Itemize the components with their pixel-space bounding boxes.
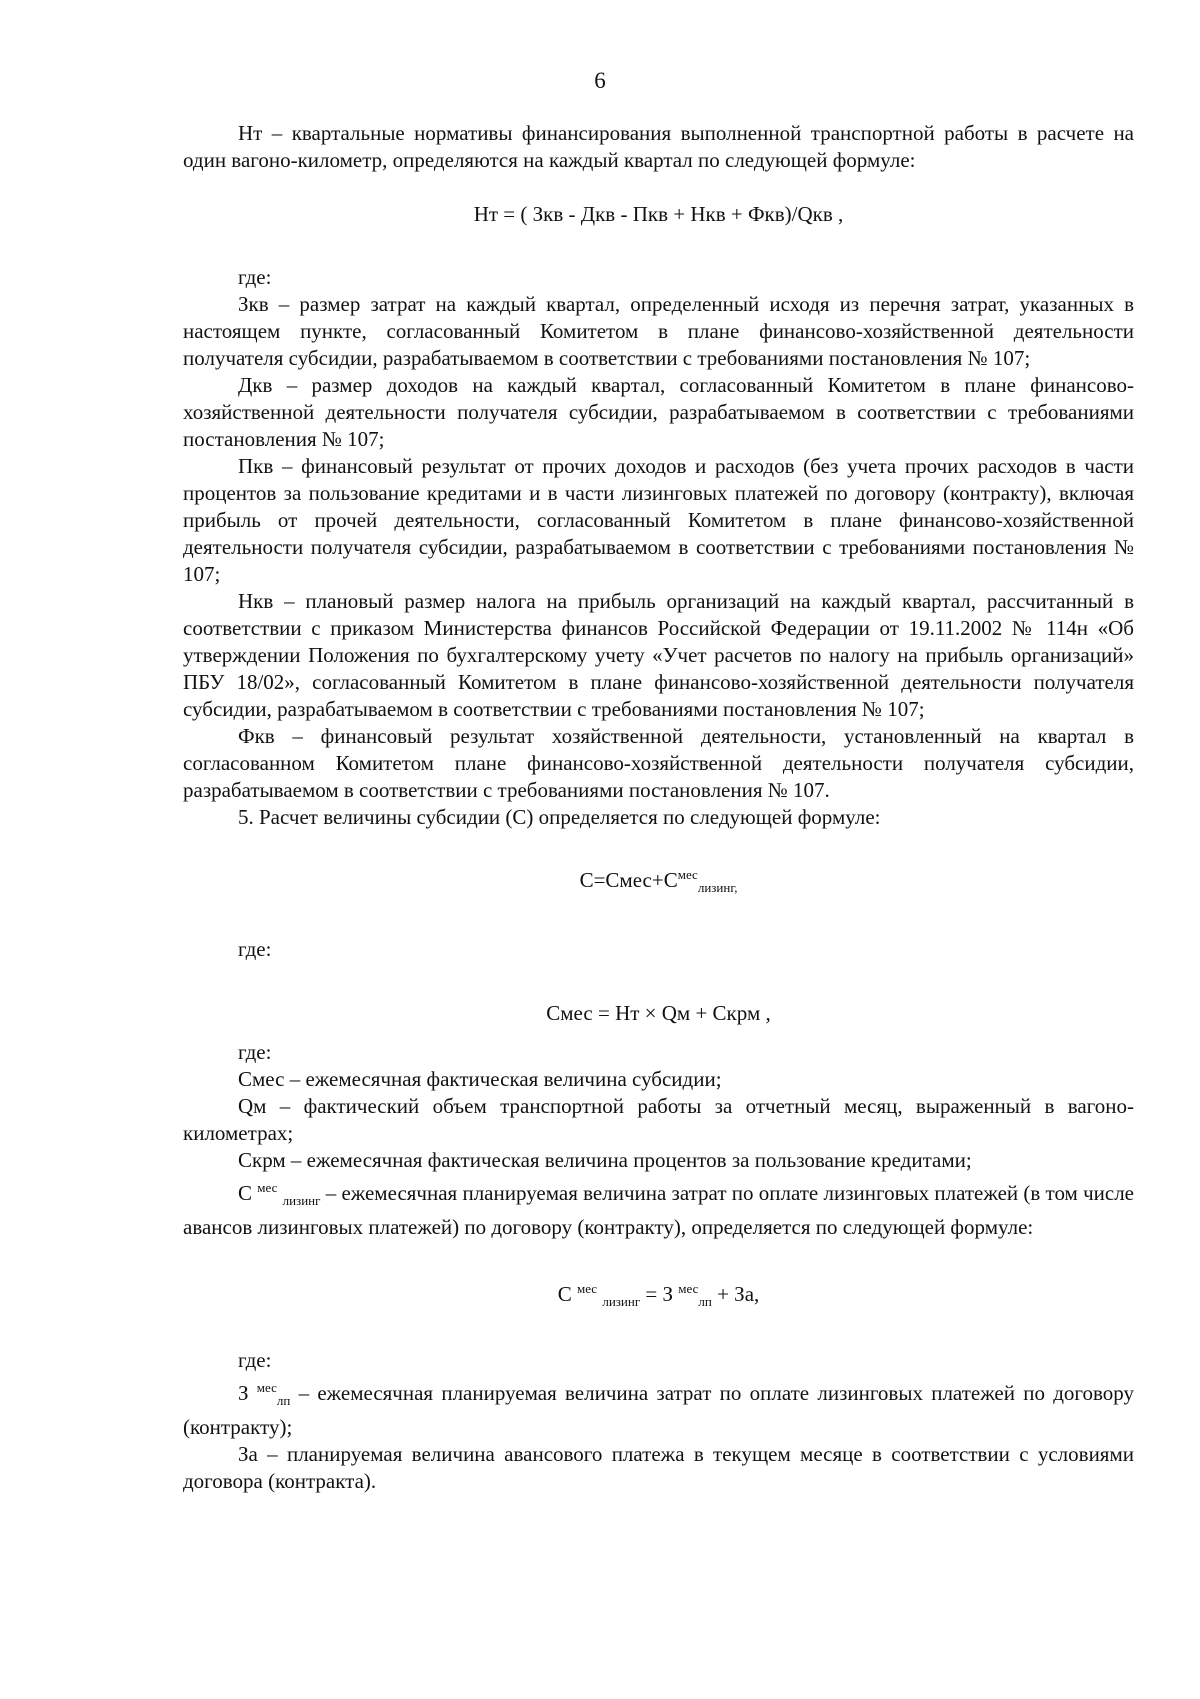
paragraph-nkv: Нкв – плановый размер налога на прибыль организаций на каждый квартал, рассчитанный в соответствии с приказом Министерства финансов Российской Федерации от 19.11.2002 № 114н «Об утверждении Положения по бухгалтерскому учету «Учет расчетов по налогу на прибыль организаций» ПБУ 18/02», согласованный Комитетом в плане финансово-хозяйственной деятельности получателя субсидии, разрабатываемом в соответствии с требованиями постановления № 107;	[183, 589, 1134, 721]
c-lizing-base: С	[238, 1181, 253, 1206]
formula-cl-z-sub: лп	[698, 1294, 712, 1310]
formula-cl-tail: + За,	[711, 1282, 760, 1307]
formula-c-base: С=Смес+С	[579, 868, 678, 892]
paragraph-za: За – планируемая величина авансового платежа в текущем месяце в соответствии с условиями договора (контракта).	[183, 1441, 1134, 1493]
formula-cl-z-sup: мес	[678, 1281, 699, 1297]
zlp-base: З	[238, 1380, 249, 1405]
zlp-text: – ежемесячная планируемая величина затрат по оплате лизинговых платежей по договору (контракту);	[183, 1380, 1134, 1439]
formula-cl-c: С	[557, 1282, 572, 1307]
c-lizing-sub: лизинг	[282, 1193, 321, 1209]
zlp-sub: лп	[276, 1392, 291, 1408]
paragraph-item-5: 5. Расчет величины субсидии (С) определяется по следующей формуле:	[238, 805, 881, 829]
paragraph-skrm: Скрм – ежемесячная фактическая величина процентов за пользование кредитами;	[238, 1148, 972, 1173]
formula-cl-c-sup: мес	[576, 1281, 598, 1297]
where-label: где:	[238, 265, 272, 289]
c-lizing-sup: мес	[257, 1180, 278, 1196]
paragraph-ht-definition: Нт – квартальные нормативы финансирования выполненной транспортной работы в расчете на один вагоно-километр, определяются на каждый квартал по следующей формуле:	[183, 121, 1134, 172]
paragraph-qm: Qм – фактический объем транспортной работы за отчетный месяц, выраженный в вагоно-километрах;	[183, 1094, 1134, 1146]
formula-c-sub: лизинг,	[697, 880, 738, 896]
zlp-sup: мес	[256, 1379, 277, 1395]
paragraph-smes: Смес – ежемесячная фактическая величина субсидии;	[238, 1067, 722, 1092]
formula-c	[183, 861, 1134, 902]
formula-cl-eq: = З	[640, 1282, 674, 1307]
where-label: где:	[238, 937, 272, 962]
formula-smes: Смес = Нт × Qм + Скрм ,	[546, 1001, 771, 1026]
paragraph-pkv: Пкв – финансовый результат от прочих доходов и расходов (без учета прочих расходов в части процентов за пользование кредитами и в части лизинговых платежей по договору (контракту), включая прибыль от прочей деятельности, согласованный Комитетом в плане финансово-хозяйственной деятельности получателя субсидии, разрабатываемом в соответствии с требованиями постановления № 107;	[183, 454, 1134, 586]
paragraph-zlp	[183, 1374, 1134, 1441]
where-label: где:	[238, 1040, 272, 1065]
paragraph-c-lizing	[183, 1174, 1134, 1241]
formula-c-lizing	[183, 1275, 1134, 1316]
page-number: 6	[594, 68, 606, 93]
c-lizing-text: – ежемесячная планируемая величина затрат по оплате лизинговых платежей (в том числе авансов лизинговых платежей) по договору (контракту), определяется по следующей формуле:	[183, 1181, 1135, 1240]
paragraph-fkv: Фкв – финансовый результат хозяйственной деятельности, установленный на квартал в согласованном Комитетом плане финансово-хозяйственной деятельности получателя субсидии, разрабатываемом в соответствии с требованиями постановления № 107.	[183, 724, 1134, 802]
paragraph-dkv: Дкв – размер доходов на каждый квартал, согласованный Комитетом в плане финансово-хозяйственной деятельности получателя субсидии, разрабатываемом в соответствии с требованиями постановления № 107;	[183, 373, 1134, 451]
document-body	[183, 120, 1134, 1495]
paragraph-zkv: Зкв – размер затрат на каждый квартал, определенный исходя из перечня затрат, указанных в настоящем пункте, согласованный Комитетом в плане финансово-хозяйственной деятельности получателя субсидии, разрабатываемом в соответствии с требованиями постановления № 107;	[183, 292, 1134, 370]
formula-ht: Нт = ( Зкв - Дкв - Пкв + Нкв + Фкв)/Qкв ,	[473, 202, 844, 226]
where-label: где:	[238, 1347, 272, 1372]
formula-c-sup: мес	[677, 867, 698, 882]
formula-cl-c-sub: лизинг	[602, 1294, 641, 1310]
